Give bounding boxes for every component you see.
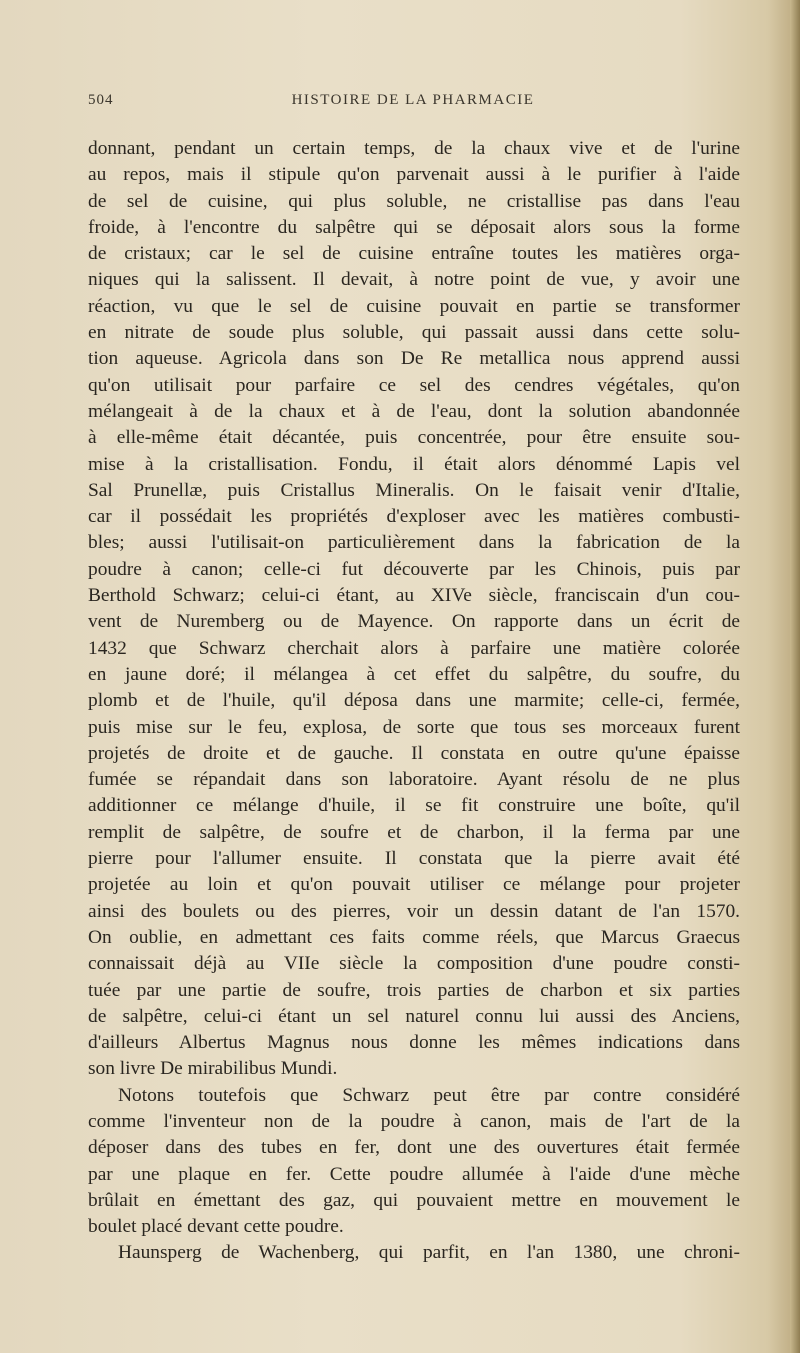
text-line: projetée au loin et qu'on pouvait utiliser ce mélange pour projeter	[88, 874, 740, 896]
text-line: de sel de cuisine, qui plus soluble, ne cristallise pas dans l'eau	[88, 190, 740, 212]
text-line: tuée par une partie de soufre, trois parties de charbon et six parties	[88, 979, 740, 1001]
text-line: déposer dans des tubes en fer, dont une des ouvertures était fermée	[88, 1137, 740, 1159]
text-line: Berthold Schwarz; celui-ci étant, au XIVe siècle, franciscain d'un cou-	[88, 585, 740, 607]
running-title: HISTOIRE DE LA PHARMACIE	[291, 92, 535, 108]
text-line: de salpêtre, celui-ci étant un sel naturel connu lui aussi des Anciens,	[88, 1005, 740, 1027]
page-edge	[790, 0, 800, 1353]
text-line: en nitrate de soude plus soluble, qui passait aussi dans cette solu-	[88, 322, 740, 344]
text-line: en jaune doré; il mélangea à cet effet du salpêtre, du soufre, du	[88, 663, 740, 685]
text-line: boulet placé devant cette poudre.	[88, 1216, 344, 1238]
text-line: à elle-même était décantée, puis concentrée, pour être ensuite sou-	[88, 427, 740, 449]
text-line: vent de Nuremberg ou de Mayence. On rapporte dans un écrit de	[88, 611, 740, 633]
page-number: 504	[88, 92, 114, 108]
text-line: réaction, vu que le sel de cuisine pouvait en partie se transformer	[88, 295, 740, 317]
text-line: Sal Prunellæ, puis Cristallus Mineralis. On le faisait venir d'Italie,	[88, 479, 740, 501]
text-line: qu'on utilisait pour parfaire ce sel des cendres végétales, qu'on	[88, 374, 740, 396]
text-line: pierre pour l'allumer ensuite. Il constata que la pierre avait été	[88, 848, 740, 870]
text-line: de cristaux; car le sel de cuisine entraîne toutes les matières orga-	[88, 243, 740, 265]
text-line: Haunsperg de Wachenberg, qui parfit, en l'an 1380, une chroni-	[118, 1242, 740, 1264]
text-line: niques qui la salissent. Il devait, à notre point de vue, y avoir une	[88, 269, 740, 291]
text-line: par une plaque en fer. Cette poudre allumée à l'aide d'une mèche	[88, 1163, 740, 1185]
text-line: plomb et de l'huile, qu'il déposa dans une marmite; celle-ci, fermée,	[88, 690, 740, 712]
text-line: poudre à canon; celle-ci fut découverte par les Chinois, puis par	[88, 558, 740, 580]
text-line: ainsi des boulets ou des pierres, voir un dessin datant de l'an 1570.	[88, 900, 740, 922]
text-line: 1432 que Schwarz cherchait alors à parfaire une matière colorée	[88, 637, 740, 659]
text-line: puis mise sur le feu, explosa, de sorte que tous ses morceaux furent	[88, 716, 740, 738]
text-line: froide, à l'encontre du salpêtre qui se déposait alors sous la forme	[88, 216, 740, 238]
text-line: remplit de salpêtre, de soufre et de charbon, il la ferma par une	[88, 821, 740, 843]
text-line: mélangeait à de la chaux et à de l'eau, dont la solution abandonnée	[88, 400, 740, 422]
text-line: d'ailleurs Albertus Magnus nous donne les mêmes indications dans	[88, 1032, 740, 1054]
text-line: connaissait déjà au VIIe siècle la composition d'une poudre consti-	[88, 953, 740, 975]
text-line: mise à la cristallisation. Fondu, il était alors dénommé Lapis vel	[88, 453, 740, 475]
text-line: car il possédait les propriétés d'exploser avec les matières combusti-	[88, 506, 740, 528]
text-line: brûlait en émettant des gaz, qui pouvaient mettre en mouvement le	[88, 1189, 740, 1211]
text-line: son livre De mirabilibus Mundi.	[88, 1058, 338, 1080]
text-line: au repos, mais il stipule qu'on parvenait aussi à le purifier à l'aide	[88, 164, 740, 186]
running-header	[88, 92, 738, 116]
text-line: projetés de droite et de gauche. Il constata en outre qu'une épaisse	[88, 742, 740, 764]
text-line: additionner ce mélange d'huile, il se fit construire une boîte, qu'il	[88, 795, 740, 817]
text-line: donnant, pendant un certain temps, de la chaux vive et de l'urine	[88, 138, 740, 159]
body-text	[88, 136, 740, 1267]
text-line: fumée se répandait dans son laboratoire. Ayant résolu de ne plus	[88, 769, 740, 791]
text-line: bles; aussi l'utilisait-on particulièrement dans la fabrication de la	[88, 532, 740, 554]
text-line: On oublie, en admettant ces faits comme réels, que Marcus Graecus	[88, 926, 740, 948]
text-line: Notons toutefois que Schwarz peut être par contre considéré	[118, 1084, 740, 1106]
text-line: tion aqueuse. Agricola dans son De Re metallica nous apprend aussi	[88, 348, 740, 370]
text-line: comme l'inventeur non de la poudre à canon, mais de l'art de la	[88, 1110, 740, 1132]
